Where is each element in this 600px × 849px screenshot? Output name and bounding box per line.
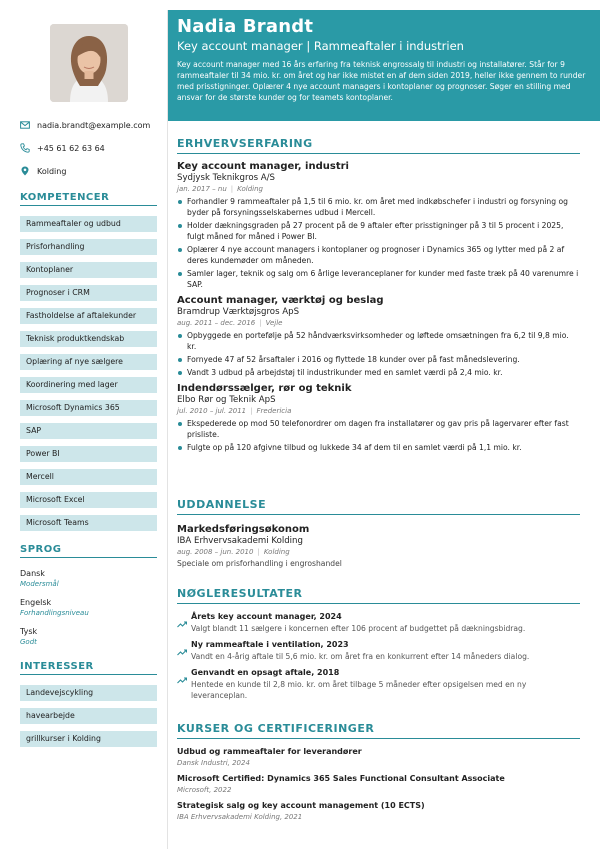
- achievement-text: [191, 639, 529, 662]
- courses-list: [177, 746, 580, 827]
- job-company: Bramdrup Værktøjsgros ApS: [177, 307, 300, 317]
- language-name: Tysk: [20, 627, 38, 636]
- achievements-list: [177, 611, 580, 706]
- education-location: Kolding: [263, 548, 290, 556]
- skill-pill: Microsoft Dynamics 365: [20, 400, 157, 416]
- meta-separator: |: [250, 407, 253, 415]
- language-name: Engelsk: [20, 598, 52, 607]
- achievement-item: [177, 667, 580, 701]
- course-item: [177, 773, 580, 795]
- achievement-title: Årets key account manager, 2024: [191, 612, 342, 621]
- education-entry: [177, 523, 580, 569]
- contact-location: [20, 166, 165, 176]
- person-name: Nadia Brandt: [177, 16, 314, 37]
- job-title: Key account manager, industri: [177, 161, 349, 172]
- achievement-desc: Valgt blandt 11 sælgere i koncernen efter 106 procent af budgettet på dækningsbidrag.: [191, 624, 526, 633]
- education-title: Markedsføringsøkonom: [177, 524, 310, 535]
- job-bullet: Oplærer 4 nye account managers i kontoplaner og prognoser i Dynamics 365 og lytter med på 2 af deres kundemøder om måneden.: [177, 244, 580, 266]
- skill-pill: Fastholdelse af aftalekunder: [20, 308, 157, 324]
- job-bullets: [177, 330, 580, 378]
- job-dates: aug. 2011 – dec. 2016: [177, 319, 256, 327]
- job-entry: [177, 382, 580, 453]
- profile-photo: [50, 24, 128, 102]
- skill-pill: Power BI: [20, 446, 157, 462]
- courses-heading: KURSER OG CERTIFICERINGER: [177, 722, 580, 739]
- interest-pill: grillkurser i Kolding: [20, 731, 157, 747]
- experience-heading: ERHVERVSERFARING: [177, 137, 580, 154]
- education-dates: aug. 2008 – jun. 2010: [177, 548, 254, 556]
- job-bullet: Vandt 3 udbud på arbejdstøj til industrikunder med en samlet værdi på 2,4 mio. kr.: [177, 367, 580, 378]
- skill-pill: Rammeaftaler og udbud: [20, 216, 157, 232]
- skills-heading: KOMPETENCER: [20, 192, 157, 206]
- job-title: Account manager, værktøj og beslag: [177, 295, 384, 306]
- experience-list: [177, 160, 580, 457]
- job-dates: jan. 2017 – nu: [177, 185, 227, 193]
- skills-list: [20, 216, 157, 538]
- job-dates: jul. 2010 – jul. 2011: [177, 407, 247, 415]
- job-bullets: [177, 418, 580, 453]
- skill-pill: Oplæring af nye sælgere: [20, 354, 157, 370]
- job-bullet: Fulgte op på 120 afgivne tilbud og lukkede 34 af dem til en samlet værdi på 1,1 mio. kr.: [177, 442, 580, 453]
- meta-separator: |: [259, 319, 262, 327]
- education-school: IBA Erhvervsakademi Kolding: [177, 536, 303, 546]
- education-heading: UDDANNELSE: [177, 498, 580, 515]
- email-text: nadia.brandt@example.com: [37, 120, 151, 130]
- contact-phone[interactable]: [20, 143, 165, 153]
- education-meta: aug. 2008 – jun. 2010 | Kolding: [177, 548, 290, 556]
- profile-summary: Key account manager med 16 års erfaring fra teknisk engrossalg til industri og installatører. Står for 9 rammeaftaler til 34 mio. kr. om året og har ikke mistet en af dem siden 2019, heller ikke gennem to runder med prisstigninger. Oplærer 4 nye account managers i kontoplaner og prognoser. Søger en stilling med ansvar for de største kunder og for teamets kontoplaner.: [177, 60, 586, 102]
- portrait-image: [50, 24, 128, 102]
- location-pin-icon: [20, 166, 30, 176]
- job-bullets: [177, 196, 580, 290]
- job-entry: [177, 160, 580, 290]
- achievements-heading: NØGLERESULTATER: [177, 587, 580, 604]
- job-location: Fredericia: [256, 407, 292, 415]
- language-level: Forhandlingsniveau: [20, 609, 89, 617]
- course-title: Udbud og rammeaftaler for leverandører: [177, 747, 362, 756]
- person-title: Key account manager | Rammeaftaler i industrien: [177, 39, 464, 53]
- achievement-text: [191, 611, 525, 634]
- job-meta: [177, 184, 580, 195]
- achievement-item: [177, 611, 580, 634]
- course-title: Microsoft Certified: Dynamics 365 Sales Functional Consultant Associate: [177, 774, 505, 783]
- trend-up-icon: [177, 667, 191, 701]
- phone-text: +45 61 62 63 64: [37, 143, 105, 153]
- job-meta: [177, 318, 580, 329]
- achievement-title: Genvandt en opsagt aftale, 2018: [191, 668, 340, 677]
- job-bullet: Holder dækningsgraden på 27 procent på de 9 aftaler efter prisstigninger på 3 til 5 procent i 2025, fulgt måned for måned i Power BI.: [177, 220, 580, 242]
- language-level: Godt: [20, 638, 37, 646]
- job-company: Elbo Rør og Teknik ApS: [177, 395, 276, 405]
- header-banner: [168, 10, 600, 121]
- job-company: Sydjysk Teknikgros A/S: [177, 173, 276, 183]
- course-meta: IBA Erhvervsakademi Kolding, 2021: [177, 813, 303, 821]
- job-meta: [177, 406, 580, 417]
- skill-pill: Teknisk produktkendskab: [20, 331, 157, 347]
- meta-separator: |: [230, 185, 234, 193]
- skill-pill: Koordinering med lager: [20, 377, 157, 393]
- job-entry: [177, 294, 580, 378]
- skill-pill: Microsoft Excel: [20, 492, 157, 508]
- interests-list: [20, 685, 157, 754]
- interest-pill: havearbejde: [20, 708, 157, 724]
- job-location: Kolding: [237, 185, 263, 193]
- language-item: [20, 597, 157, 618]
- skill-pill: Prisforhandling: [20, 239, 157, 255]
- interests-heading: INTERESSER: [20, 661, 157, 675]
- achievement-item: [177, 639, 580, 662]
- achievement-text: [191, 667, 580, 701]
- trend-up-icon: [177, 611, 191, 634]
- envelope-icon: [20, 120, 30, 130]
- job-location: Vejle: [265, 319, 283, 327]
- language-name: Dansk: [20, 569, 45, 578]
- job-bullet: Forhandler 9 rammeaftaler på 1,5 til 6 mio. kr. om året med indkøbschefer i industri og forsyning og byder på forsyningsselskabernes udbud i Mercell.: [177, 196, 580, 218]
- job-title: Indendørssælger, rør og teknik: [177, 383, 352, 394]
- course-item: [177, 800, 580, 822]
- skill-pill: Microsoft Teams: [20, 515, 157, 531]
- column-divider: [167, 10, 168, 849]
- achievement-desc: Hentede en kunde til 2,8 mio. kr. om året tilbage 5 måneder efter opsigelsen med en ny leveranceplan.: [191, 680, 527, 700]
- skill-pill: SAP: [20, 423, 157, 439]
- trend-up-icon: [177, 639, 191, 662]
- course-meta: Microsoft, 2022: [177, 786, 232, 794]
- location-text: Kolding: [37, 166, 67, 176]
- skill-pill: Mercell: [20, 469, 157, 485]
- phone-icon: [20, 143, 30, 153]
- job-bullet: Opbyggede en portefølje på 52 håndværksvirksomheder og løftede omsætningen fra 6,2 til 9,8 mio. kr.: [177, 330, 580, 352]
- languages-list: [20, 568, 157, 655]
- language-item: [20, 568, 157, 589]
- achievement-title: Ny rammeaftale i ventilation, 2023: [191, 640, 349, 649]
- skill-pill: Prognoser i CRM: [20, 285, 157, 301]
- contact-email[interactable]: [20, 120, 165, 130]
- achievement-desc: Vandt en 4-årig aftale til 5,6 mio. kr. om året fra en konkurrent efter 14 måneders dialog.: [191, 652, 530, 661]
- language-item: [20, 626, 157, 647]
- education-description: Speciale om prisforhandling i engroshandel: [177, 559, 342, 568]
- job-bullet: Samler lager, teknik og salg om 6 årlige leveranceplaner for kunder med faste træk på 40 varenumre i SAP.: [177, 268, 580, 290]
- job-bullet: Fornyede 47 af 52 årsaftaler i 2016 og flyttede 18 kunder over på fast månedslevering.: [177, 354, 580, 365]
- course-meta: Dansk Industri, 2024: [177, 759, 250, 767]
- language-level: Modersmål: [20, 580, 59, 588]
- job-bullet: Ekspederede op mod 50 telefonordrer om dagen fra installatører og gav pris på lagervarer efter fast prisliste.: [177, 418, 580, 440]
- skill-pill: Kontoplaner: [20, 262, 157, 278]
- course-item: [177, 746, 580, 768]
- languages-heading: SPROG: [20, 544, 157, 558]
- interest-pill: Landevejscykling: [20, 685, 157, 701]
- course-title: Strategisk salg og key account management (10 ECTS): [177, 801, 425, 810]
